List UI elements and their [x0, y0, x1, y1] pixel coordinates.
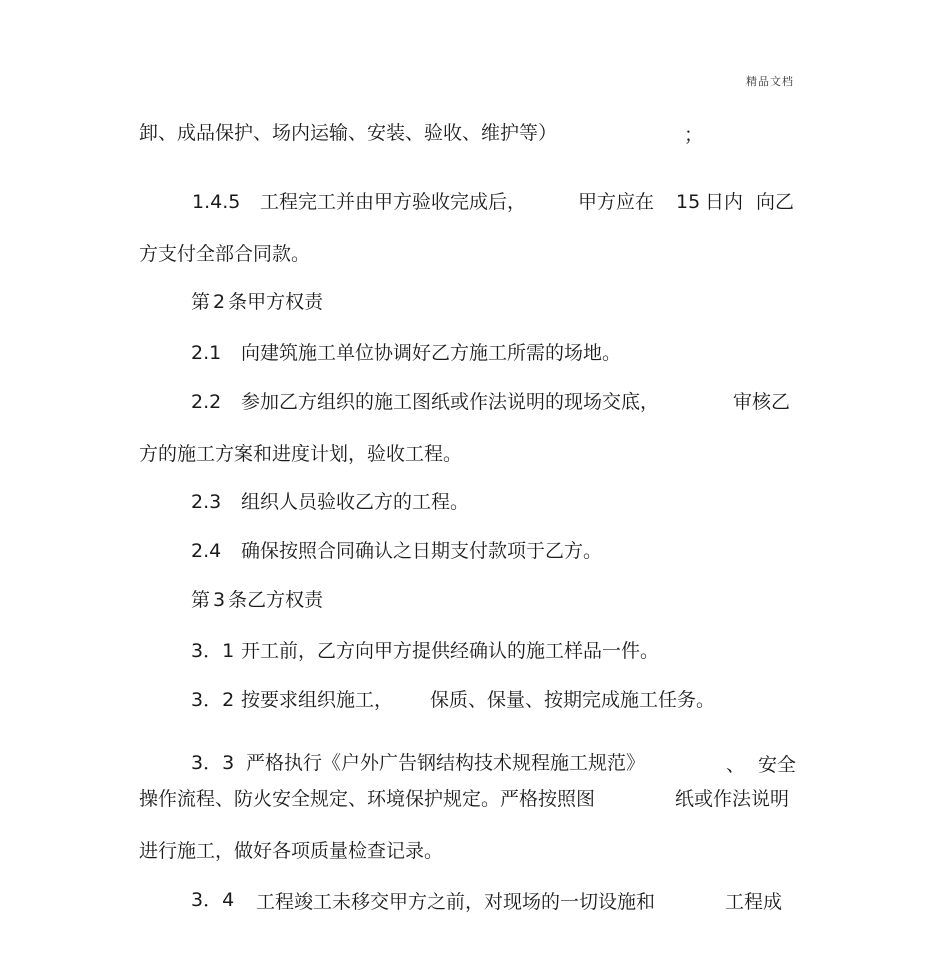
clause-2-3-text: 组织人员验收乙方的工程。 — [241, 491, 470, 513]
clause-number: 3．4 — [191, 889, 235, 911]
line-14-b: 纸或作法说明 — [675, 788, 790, 810]
clause-3-1-text: 开工前，乙方向甲方提供经确认的施工样品一件。 — [241, 640, 660, 662]
clause-number: 3．2 — [191, 689, 235, 711]
section-2-heading: 第 2 条甲方权责 — [191, 291, 324, 313]
line-1 — [139, 121, 557, 145]
clause-3-4-text-a: 工程竣工未移交甲方之前，对现场的一切设施和 — [256, 891, 656, 913]
line-1-semicolon: ； — [684, 124, 704, 146]
clause-3-3-text-c: 安全 — [758, 754, 797, 776]
clause-3-4-text-b: 工程成 — [725, 891, 783, 913]
clause-number: 3．3 — [191, 752, 235, 774]
clause-2-3 — [191, 490, 221, 514]
clause-3-3-text-b: 、 — [726, 754, 746, 776]
line-3: 方支付全部合同款。 — [139, 243, 311, 265]
clause-3-3-text-a: 严格执行《户外广告钢结构技术规程施工规范》 — [246, 752, 646, 774]
clause-2-4 — [191, 539, 221, 563]
clause-number: 3．1 — [191, 640, 235, 662]
clause-2-2-text-b: 审核乙 — [733, 391, 791, 413]
clause-3-3 — [191, 751, 234, 775]
clause-2-1-text: 向建筑施工单位协调好乙方施工所需的场地。 — [241, 342, 622, 364]
clause-2-2 — [191, 390, 221, 414]
clause-2-4-text: 确保按照合同确认之日期支付款项于乙方。 — [241, 540, 603, 562]
clause-1-4-5-text-d: 日内 — [705, 191, 744, 213]
line-14-a: 操作流程、防火安全规定、环境保护规定。严格按照图 — [139, 788, 596, 810]
clause-3-4 — [191, 888, 234, 912]
line-15: 进行施工，做好各项质量检查记录。 — [139, 840, 444, 862]
clause-1-4-5 — [192, 190, 240, 214]
clause-number: 2.4 — [191, 540, 222, 562]
clause-2-2-text-a: 参加乙方组织的施工图纸或作法说明的现场交底， — [241, 391, 660, 413]
clause-3-2 — [191, 688, 234, 712]
clause-number: 2.1 — [191, 342, 222, 364]
line-7: 方的施工方案和进度计划，验收工程。 — [139, 443, 463, 465]
line-1-text: 卸、成品保护、场内运输、安装、验收、维护等） — [139, 122, 558, 144]
clause-2-1 — [191, 341, 221, 365]
section-3-heading: 第 3 条乙方权责 — [191, 589, 324, 611]
clause-1-4-5-text-e: 向乙 — [756, 191, 795, 213]
clause-1-4-5-text-b: 甲方应在 — [578, 191, 655, 213]
clause-number: 2.3 — [191, 491, 222, 513]
clause-number: 2.2 — [191, 391, 222, 413]
clause-3-1 — [191, 639, 234, 663]
clause-1-4-5-days: 15 — [676, 191, 701, 213]
clause-3-2-text-b: 保质、保量、按期完成施工任务。 — [430, 689, 716, 711]
page-header-label: 精品文档 — [746, 75, 794, 88]
clause-3-2-text-a: 按要求组织施工， — [241, 689, 394, 711]
clause-number: 1.4.5 — [192, 191, 241, 213]
clause-1-4-5-text-a: 工程完工并由甲方验收完成后， — [260, 191, 527, 213]
